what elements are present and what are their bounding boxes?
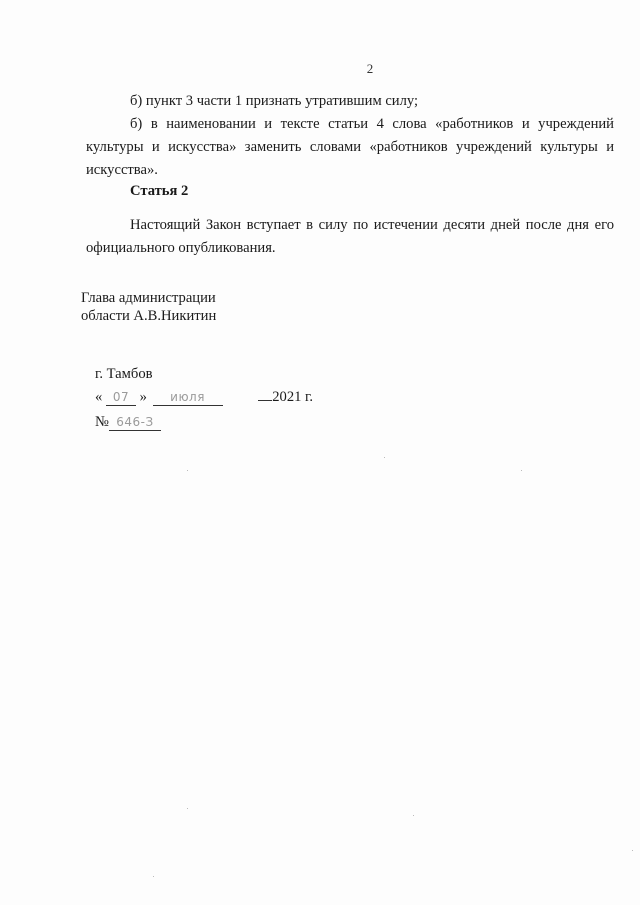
scan-speck <box>632 850 633 851</box>
scan-speck <box>384 457 385 458</box>
number-label: № <box>95 414 109 430</box>
article-heading: Статья 2 <box>130 183 189 199</box>
date-day-stamp: 07 <box>106 390 136 406</box>
law-number <box>95 414 161 431</box>
scan-speck <box>187 808 188 809</box>
date-close-quote: » <box>139 389 147 405</box>
number-stamp: 646-З <box>109 415 161 431</box>
scan-speck <box>521 470 522 471</box>
paragraph-item-b-rename: б) в наименовании и тексте статьи 4 слова «работников и учреждений культуры и искусства» заменить словами «работников учреждений культуры и искусства». <box>86 116 614 178</box>
paragraph-item-b-repeal: б) пункт 3 части 1 признать утратившим силу; <box>130 93 419 109</box>
date-year: 2021 г. <box>272 389 314 405</box>
date-month-stamp: июля <box>153 390 223 406</box>
page-number: 2 <box>366 61 374 76</box>
signature-name: области А.В.Никитин <box>81 308 217 324</box>
signature-title: Глава администрации <box>81 290 216 306</box>
date-year-blank <box>258 400 272 401</box>
paragraph-article-2: Настоящий Закон вступает в силу по истечении десяти дней после дня его официального опубликования. <box>86 217 614 256</box>
signature-block <box>81 289 216 325</box>
scan-speck <box>187 470 188 471</box>
date-open-quote: « <box>95 389 103 405</box>
scan-speck <box>153 876 154 877</box>
place-of-signing: г. Тамбов <box>95 366 153 382</box>
scan-speck <box>413 815 414 816</box>
signing-date <box>95 389 313 406</box>
